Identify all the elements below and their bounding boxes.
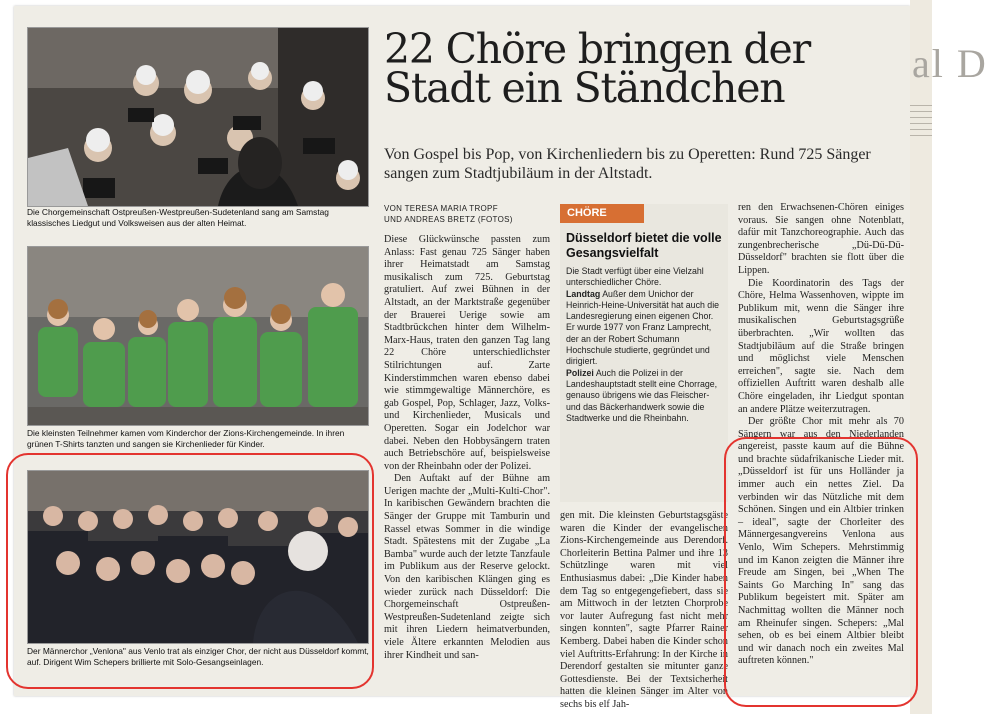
infobox-tag: CHÖRE (560, 204, 644, 223)
infobox-polizei (566, 368, 722, 424)
infobox-label-polizei: Polizei (566, 367, 594, 378)
headline-line-1: 22 Chöre bringen der (384, 25, 810, 73)
byline-author: VON TERESA MARIA TROPF (384, 204, 498, 213)
article-column-2 (560, 510, 728, 712)
article-column-3 (738, 202, 904, 668)
paragraph: Der größte Chor mit mehr als 70 Sängern war aus den Niederlanden angereist, passte kaum auf die Bühne und brachte südafrikanische Lieder mit. „Düsseldorf ist für uns Holländer ja immer auch ein nettes Ziel. Da verbinden wir das Nützliche mit dem Schönen. Singen und ein Altbier trinken – ideal", sagte der Chorleiter des Männergesangvereins Venlona aus Venlo, Wim Schepers. Mehrstimmig und im Kanon zeigten die Männer ihre Freude am Singen, bei „When The Saints Go Marching In" sang das Publikum begeistert mit. Später am Nachmittag wollten die Männer noch am Rheinufer singen. Schepers: „Mal sehen, ob es bei einem Altbier bleibt und wir danach noch ein zweites Mal auftreten können." (738, 416, 904, 667)
infobox-title: Düsseldorf bietet die volle Gesangsvielfalt (566, 231, 722, 260)
subheadline: Von Gospel bis Pop, von Kirchenliedern bis zu Operetten: Rund 725 Sänger sangen zum Stadtjubiläum in der Altstadt. (384, 146, 871, 182)
photo-kinderchor (27, 246, 369, 426)
byline (384, 203, 554, 225)
infobox-text-landtag: Außer dem Unichor der Heinrich-Heine-Universität hat auch die Landesregierung einen eigenen Chor. Er wurde 1977 von Franz Lamprecht, der an der Robert Schumann Hochschule studierte, gegründet und dirigiert. (566, 288, 720, 367)
photo-maennerchor-venlona (27, 470, 369, 644)
headline-line-2: Stadt ein Ständchen (384, 64, 785, 112)
paragraph: Diese Glückwünsche passten zum Anlass: Fast genau 725 Sänger haben ihrer Heimatstadt am Samstag musikalisch zum 725. Geburtstag gratuliert. Auf zwei Bühnen in der Altstadt, an der Marktstraße gegenüber der Brauerei Uerige sowie am Stadtbrückchen hinter dem Wilhelm-Marx-Haus, traten den ganzen Tag lang 22 Chöre unterschiedlichster Stilrichtungen auf. Zarte Kinderstimmchen waren ebenso dabei wie stimmgewaltige Männerchöre, es gab Gospel, Pop, Schlager, Jazz, Volks- und Kirchenlieder, Musicals und Operetten. Sogar ein Jodelchor war dabei. Neben den Hobbysängern traten auch Betriebschöre auf, beispielsweise von der Rheinbahn oder der Polizei. (384, 234, 550, 472)
paragraph: gen mit. Die kleinsten Geburtstagsgäste waren die Kinder der evangelischen Zions-Kirchengemeinde aus Derendorf. Chorleiterin Bettina Palmer und ihre 13 Schützlinge waren mit viel Enthusiasmus dabei: „Die Kinder haben dem Tag so entgegengefiebert, dass sie am Mittwoch in der letzten Chorprobe vor lauter Aufregung fast nicht mehr singen konnten", sagte Pfarrer Rainer Kemberg. Dabei haben die Kinder schon viel Auftritts-Erfahrung: In der Kirche in Derendorf gestalten sie mitunter ganze Gottesdienste. Bei der Textsicherheit hatten die kleinen Sänger im Alter von sechs bis elf Jah- (560, 510, 728, 710)
caption-photo-2: Die kleinsten Teilnehmer kamen vom Kinderchor der Zions-Kirchengemeinde. In ihren grünen T-Shirts tanzten und sangen sie Kirchenlieder für Kinder. (27, 428, 345, 449)
neighbor-page-lines (910, 100, 932, 140)
paragraph: Den Auftakt auf der Bühne am Uerigen machte der „Multi-Kulti-Chor". In karibischen Gewändern brachten die Sänger der Gruppe mit Tamburin und Rassel etwas Sommer in die windige Stadt. Spätestens mit der Zugabe „La Bamba" wurde auch der letzte Tanzfaule im Publikum aus der Reserve gelockt. Von den karibischen Klängen ging es wieder zurück nach Düsseldorf: Die Chorgemeinschaft Ostpreußen-Westpreußen-Sudetenland zeigte sich mit ihren Liedern heimatverbunden, viele Ältere erkannten Melodien aus ihrer Kindheit und san- (384, 473, 550, 661)
caption-photo-3: Der Männerchor „Venlona" aus Venlo trat als einziger Chor, der nicht aus Düsseldorf kommt, auf. Dirigent Wim Schepers brillierte mit Solo-Gesangseinlagen. (27, 646, 369, 667)
byline-photos: UND ANDREAS BRETZ (FOTOS) (384, 215, 513, 224)
infobox-choere (560, 204, 728, 502)
photo-chorgemeinschaft (27, 27, 369, 207)
neighbor-page-fragment: al D (912, 41, 988, 86)
paragraph: Die Koordinatorin des Tags der Chöre, Helma Wassenhoven, wippte im Publikum mit, wenn die Sänger ihre musikalischen Geburtstagsgrüße überbrachten. „Wir wollten das Stadtjubiläum auf die Straße bringen und möglichst viele Menschen erreichen", sagte sie. Nach dem offiziellen Auftritt waren deshalb alle Chöre eingeladen, ihr Liedgut spontan an andere Plätze weiterzutragen. (738, 277, 904, 415)
infobox-label-landtag: Landtag (566, 288, 601, 299)
neighbor-page-edge (910, 0, 988, 714)
infobox-landtag (566, 289, 722, 368)
caption-photo-1: Die Chorgemeinschaft Ostpreußen-Westpreußen-Sudetenland sang am Samstag klassisches Liedgut und Volksweisen aus der alten Heimat. (27, 207, 329, 228)
headline (384, 25, 904, 112)
paragraph: ren den Erwachsenen-Chören einiges voraus. Sie sangen ohne Notenblatt, dafür mit Tanzchoreographie. Auch das zungenbrecherische „Dü-Dü-Dü-Düsseldorf" brachten sie flott über die Lippen. (738, 202, 904, 276)
infobox-text (566, 266, 722, 424)
infobox-text-polizei: Auch die Polizei in der Landeshauptstadt stellt eine Chorrage, genauso übrigens wie das Fleischer- und das Bäckerhandwerk sowie die Stadtwerke und die Rheinbahn. (566, 367, 718, 423)
infobox-intro: Die Stadt verfügt über eine Vielzahl unterschiedlicher Chöre. (566, 266, 704, 288)
article-column-1 (384, 234, 550, 662)
